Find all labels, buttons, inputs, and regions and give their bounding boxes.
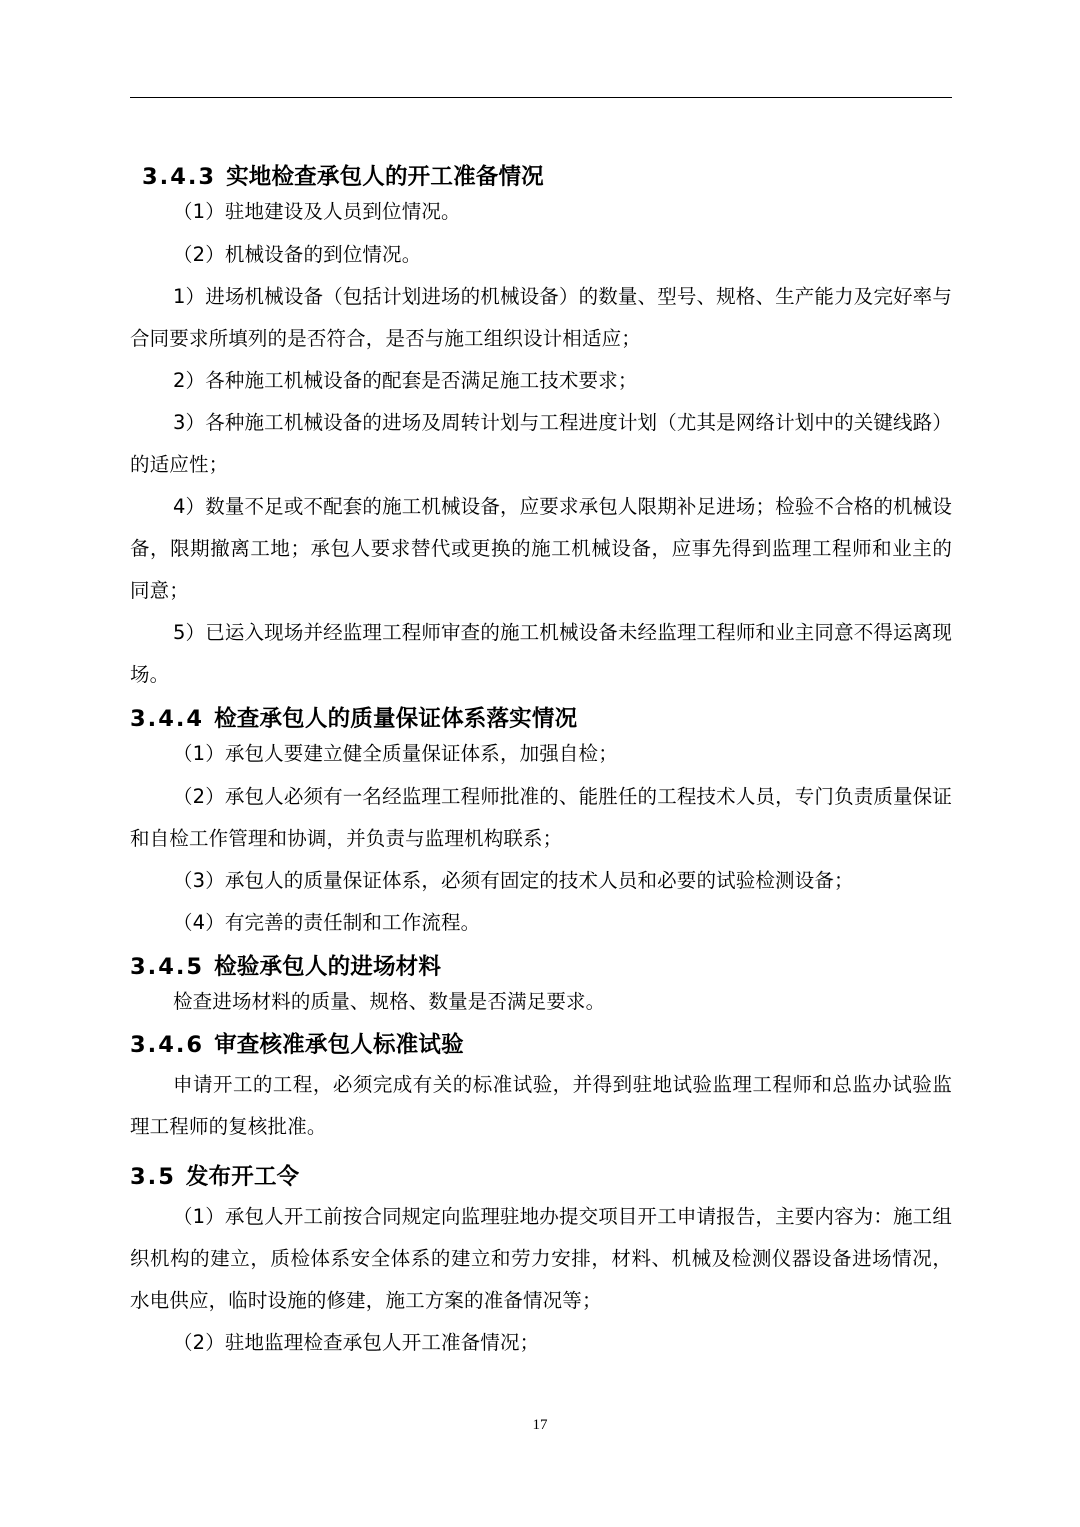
section-title: 检查承包人的质量保证体系落实情况 xyxy=(214,706,578,732)
section-title: 发布开工令 xyxy=(185,1164,300,1190)
paragraph: （2）承包人必须有一名经监理工程师批准的、能胜任的工程技术人员，专门负责质量保证和自检工作管理和协调，并负责与监理机构联系； xyxy=(130,785,952,850)
section-heading xyxy=(130,1158,952,1196)
section-number: 3.4.3 xyxy=(142,164,217,190)
section-number: 3.4.4 xyxy=(130,706,205,732)
paragraph: 2）各种施工机械设备的配套是否满足施工技术要求； xyxy=(173,369,638,392)
paragraph: 3）各种施工机械设备的进场及周转计划与工程进度计划（尤其是网络计划中的关键线路）的适应性； xyxy=(130,411,952,476)
section-title: 审查核准承包人标准试验 xyxy=(214,1032,464,1058)
header-rule xyxy=(130,97,952,98)
paragraph: 1）进场机械设备（包括计划进场的机械设备）的数量、型号、规格、生产能力及完好率与合同要求所填列的是否符合，是否与施工组织设计相适应； xyxy=(130,285,952,350)
section-number: 3.4.6 xyxy=(130,1032,205,1058)
paragraph: （1）驻地建设及人员到位情况。 xyxy=(173,200,461,223)
section-title: 实地检查承包人的开工准备情况 xyxy=(226,164,544,190)
paragraph: （1）承包人开工前按合同规定向监理驻地办提交项目开工申请报告，主要内容为：施工组织机构的建立，质检体系安全体系的建立和劳力安排，材料、机械及检测仪器设备进场情况，水电供应，临时设施的修建，施工方案的准备情况等； xyxy=(130,1205,952,1312)
section-3-4-3 xyxy=(130,158,952,696)
paragraph: （3）承包人的质量保证体系，必须有固定的技术人员和必要的试验检测设备； xyxy=(173,869,854,892)
paragraph: 检查进场材料的质量、规格、数量是否满足要求。 xyxy=(173,990,606,1013)
section-3-4-5 xyxy=(130,948,952,1018)
paragraph: 申请开工的工程，必须完成有关的标准试验，并得到驻地试验监理工程师和总监办试验监理工程师的复核批准。 xyxy=(130,1073,952,1138)
section-heading xyxy=(130,948,952,986)
paragraph: 5）已运入现场并经监理工程师审查的施工机械设备未经监理工程师和业主同意不得运离现场。 xyxy=(130,621,952,686)
paragraph: （4）有完善的责任制和工作流程。 xyxy=(173,911,481,934)
paragraph: （2）机械设备的到位情况。 xyxy=(173,243,422,266)
section-3-4-6 xyxy=(130,1026,952,1148)
page-number: 17 xyxy=(532,1417,548,1433)
document-body xyxy=(130,158,952,1368)
section-number: 3.4.5 xyxy=(130,954,205,980)
section-3-5 xyxy=(130,1158,952,1364)
section-heading xyxy=(130,700,952,738)
section-number: 3.5 xyxy=(130,1164,176,1190)
section-heading xyxy=(130,158,952,196)
section-heading xyxy=(130,1026,952,1064)
paragraph: 4）数量不足或不配套的施工机械设备，应要求承包人限期补足进场；检验不合格的机械设备，限期撤离工地；承包人要求替代或更换的施工机械设备，应事先得到监理工程师和业主的同意； xyxy=(130,495,952,602)
section-title: 检验承包人的进场材料 xyxy=(214,954,442,980)
section-3-4-4 xyxy=(130,700,952,944)
paragraph: （2）驻地监理检查承包人开工准备情况； xyxy=(173,1331,540,1354)
paragraph: （1）承包人要建立健全质量保证体系，加强自检； xyxy=(173,742,618,765)
